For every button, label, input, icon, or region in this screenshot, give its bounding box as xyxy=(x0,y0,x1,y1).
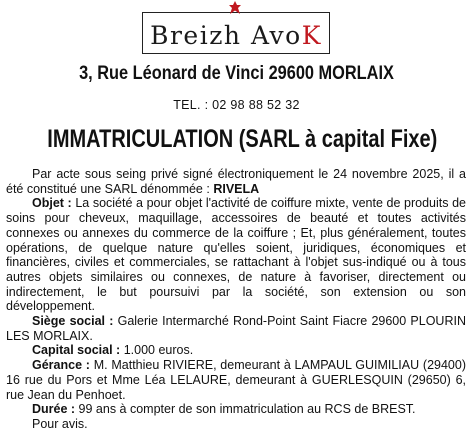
logo-part-k: K xyxy=(301,21,322,50)
intro-text: Par acte sous seing privé signé électroniquement le 24 novembre 2025, il a été constitué une SARL dénommée : xyxy=(6,167,466,196)
siege-label: Siège social : xyxy=(32,314,114,329)
siege-paragraph xyxy=(6,314,466,343)
logo-part-a: A xyxy=(250,21,270,50)
office-telephone: TEL. : 02 98 88 52 32 xyxy=(173,98,300,112)
objet-label: Objet : xyxy=(32,196,72,211)
duree-paragraph xyxy=(6,402,466,417)
capital-paragraph xyxy=(6,343,466,358)
logo-part-breizh: Breizh xyxy=(150,21,251,50)
logo-part-vo: vo xyxy=(269,21,302,50)
notice-heading: IMMATRICULATION (SARL à capital Fixe) xyxy=(47,125,438,153)
ermine-icon xyxy=(228,1,242,15)
closing-paragraph: Pour avis. xyxy=(32,416,88,431)
gerance-label: Gérance : xyxy=(32,358,90,373)
company-name: RIVELA xyxy=(213,181,260,196)
newspaper-logo xyxy=(142,12,330,54)
capital-text: 1.000 euros. xyxy=(120,343,194,358)
duree-text: 99 ans à compter de son immatriculation au RCS de BREST. xyxy=(75,402,416,417)
siege-text: Galerie Intermarché Rond-Point Saint Fiacre 29600 PLOURIN LES MORLAIX. xyxy=(6,314,466,343)
capital-label: Capital social : xyxy=(32,343,121,358)
legal-notice-body xyxy=(6,167,466,432)
objet-paragraph xyxy=(6,196,466,314)
gerance-text: M. Matthieu RIVIERE, demeurant à LAMPAUL GUIMILIAU (29400) 16 rue du Pors et Mme Léa LELAURE, demeurant à GUERLESQUIN (29650) 6, rue Jean du Penhoet. xyxy=(6,358,466,402)
objet-text: La société a pour objet l'activité de coiffure mixte, vente de produits de soins pour cheveux, maquillage, accessoires de beauté et toutes activités connexes ou annexes du commerce de la coiffure ; Et, plus généralement, toutes opérations, de quelque nature qu'elles soient, juridiques, économiques et financières, civiles et commerciales, se rattachant à l'objet sus-indiqué ou à tous autres objets similaires ou connexes, de nature à favoriser, directement ou indirectement, le but poursuivi par la société, son extension ou son développement. xyxy=(6,196,466,314)
gerance-paragraph xyxy=(6,358,466,402)
logo-wordmark xyxy=(143,21,329,50)
intro-paragraph xyxy=(6,167,466,196)
office-address: 3, Rue Léonard de Vinci 29600 MORLAIX xyxy=(79,63,394,84)
duree-label: Durée : xyxy=(32,402,76,417)
